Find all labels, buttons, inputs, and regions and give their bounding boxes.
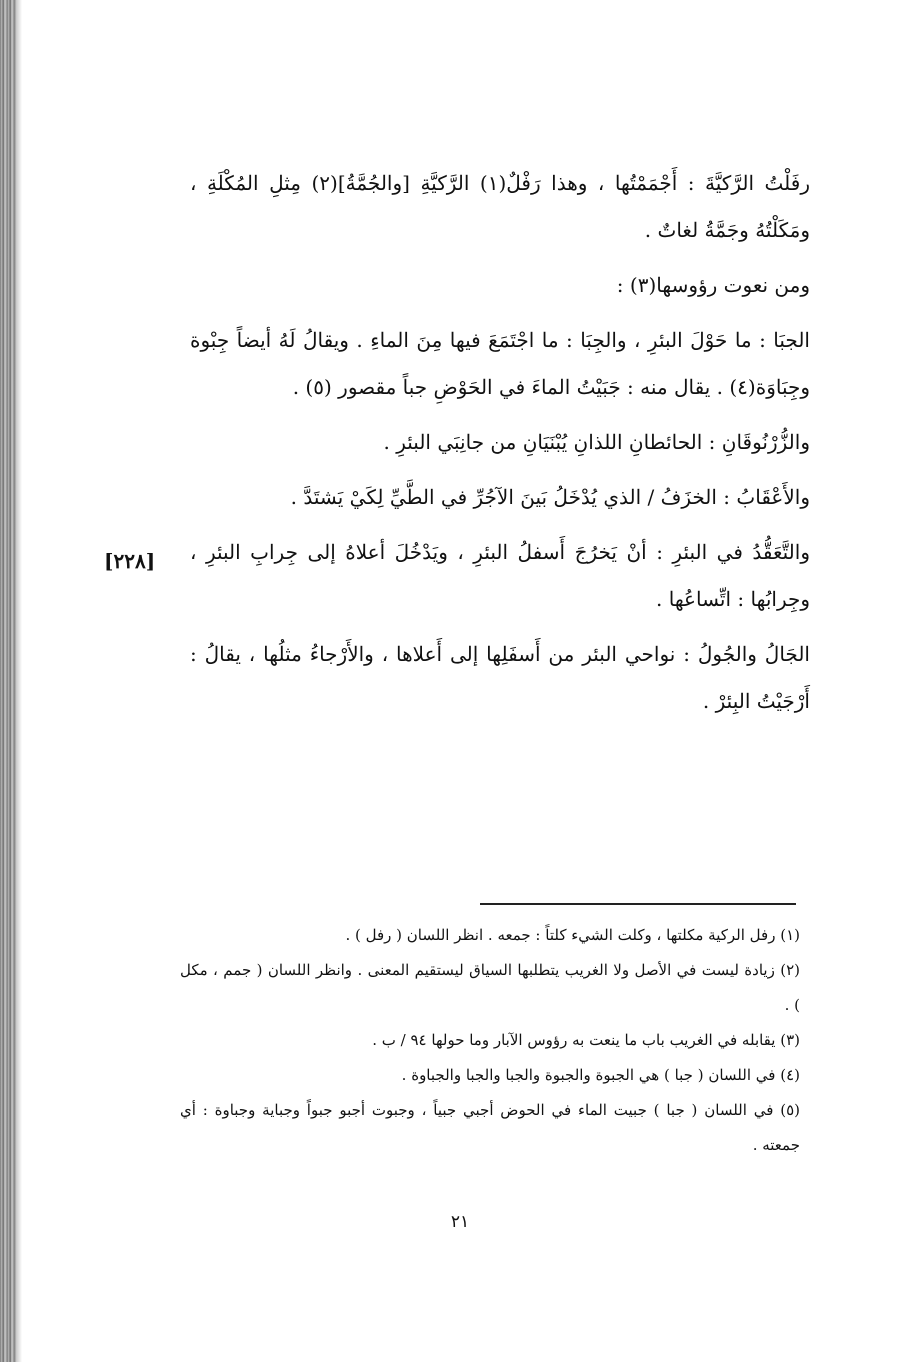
- manuscript-page-reference: [٢٢٨]: [104, 549, 156, 573]
- page-number: ٢١: [450, 1212, 470, 1232]
- book-spine-shadow: [0, 0, 16, 1362]
- footnote: (٢) زيادة ليست في الأصل ولا الغريب يتطلبها السياق ليستقيم المعنى . وانظر اللسان ( جمم ، مكل ) .: [180, 961, 800, 1014]
- paragraph: والتَّعَقُّدُ في البئرِ : أنْ يَخرُجَ أَسفلُ البئرِ ، ويَدْخُلَ أعلاهُ إلى جِرابِ البئرِ ، وجِرابُها : اتِّساعُها .: [190, 540, 810, 611]
- footnote-divider: [480, 903, 796, 905]
- paragraph: الجَالُ والجُولُ : نواحي البئر من أَسفَلِها إلى أَعلاها ، والأَرْجاءُ مثلُها ، يقالُ : أَرْجَيْتُ البِئرْ .: [190, 642, 810, 713]
- book-gutter: [16, 0, 22, 1362]
- paragraph: رفَلْتُ الرَّكيَّةَ : أَجْمَمْتُها ، وهذا رَفْلٌ(١) الرَّكيَّةِ [والجُمَّةُ](٢) مِثلِ المُكْلَةِ ، ومَكَلْتُهُ وجَمَّةُ لغاتٌ .: [190, 171, 810, 242]
- paragraph: والأَعْقَابُ : الخزَفُ / الذي يُدْخَلُ بَينَ الآجُرِّ في الطَّيِّ لِكَيْ يَشتَدَّ .: [290, 485, 810, 509]
- paragraph: الجبَا : ما حَوْلَ البئرِ ، والجِبَا : ما اجْتَمَعَ فيها مِنَ الماءِ . ويقالُ لَهُ أيضاً جِبْوة وجِبَاوَة(٤) . يقال منه : جَبَيْتُ الماءَ في الحَوْضِ جباً مقصور (٥) .: [190, 328, 810, 399]
- paragraph: والزُّرْنُوقَانِ : الحائطانِ اللذانِ يُبْنَيَانِ من جانِبَي البئرِ .: [383, 430, 810, 454]
- footnote: (٣) يقابله في الغريب باب ما ينعت به رؤوس الآبار وما حولها ٩٤ / ب .: [372, 1031, 800, 1049]
- paragraph: ومن نعوت رؤوسها(٣) :: [616, 273, 810, 297]
- footnote: (٤) في اللسان ( جبا ) هي الجبوة والجبوة والجبا والجبا والجباوة .: [401, 1066, 800, 1084]
- footnote: (١) رفل الركية مكلتها ، وكلت الشيء كلتاً : جمعه . انظر اللسان ( رفل ) .: [345, 926, 800, 944]
- footnotes: [180, 918, 800, 1163]
- main-text: [190, 160, 810, 725]
- footnote: (٥) في اللسان ( جبا ) جبيت الماء في الحوض أجبي جبياً ، وجبوت أجبو جبواً وجباية وجباوة : أي جمعته .: [180, 1101, 800, 1154]
